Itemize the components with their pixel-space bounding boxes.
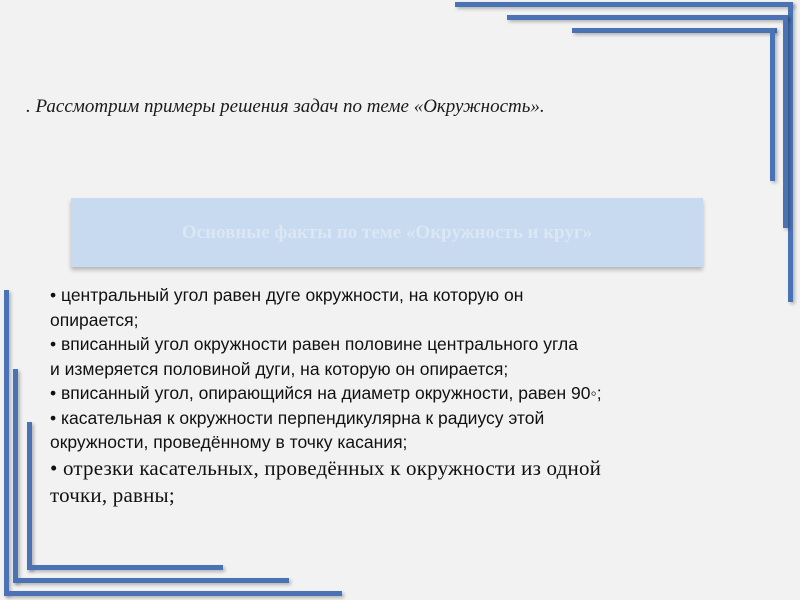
fact-line: • центральный угол равен дуге окружности, на которую он — [50, 285, 524, 305]
fact-line: • вписанный угол окружности равен половине центрального угла — [50, 334, 578, 354]
frame-line-left-2 — [13, 369, 18, 583]
fact-item-central-angle — [50, 283, 780, 332]
fact-item-inscribed-angle — [50, 332, 780, 381]
fact-item-tangent-perpendicular — [50, 406, 780, 455]
frame-line-top-3 — [572, 28, 777, 33]
fact-item-tangent-segments — [50, 455, 780, 509]
frame-line-right-1 — [788, 2, 793, 302]
frame-line-left-1 — [4, 290, 9, 595]
frame-line-bottom-2 — [13, 578, 289, 583]
facts-list — [50, 283, 780, 509]
intro-text: . Рассмотрим примеры решения задач по теме «Окружность». — [26, 96, 545, 117]
frame-line-bottom-1 — [4, 591, 342, 596]
frame-line-right-2 — [783, 15, 788, 228]
fact-line: и измеряется половиной дуги, на которую он опирается; — [50, 358, 509, 379]
section-header-box — [71, 198, 703, 267]
fact-line: • вписанный угол, опирающийся на диаметр окружности, равен 90◦; — [50, 383, 602, 403]
fact-line: точки, равны; — [50, 482, 175, 507]
fact-line: • отрезки касательных, проведённых к окружности из одной — [50, 455, 602, 480]
frame-line-top-1 — [455, 2, 793, 7]
fact-line: окружности, проведённому в точку касания; — [50, 432, 408, 452]
frame-line-bottom-3 — [27, 565, 223, 570]
frame-line-top-2 — [507, 15, 788, 20]
frame-line-left-3 — [27, 422, 32, 570]
section-header-title: Основные факты по теме «Окружность и круг» — [181, 221, 593, 243]
fact-line: • касательная к окружности перпендикулярна к радиусу этой — [50, 407, 545, 428]
fact-item-diameter-angle — [50, 381, 780, 406]
fact-line: опирается; — [50, 309, 139, 330]
